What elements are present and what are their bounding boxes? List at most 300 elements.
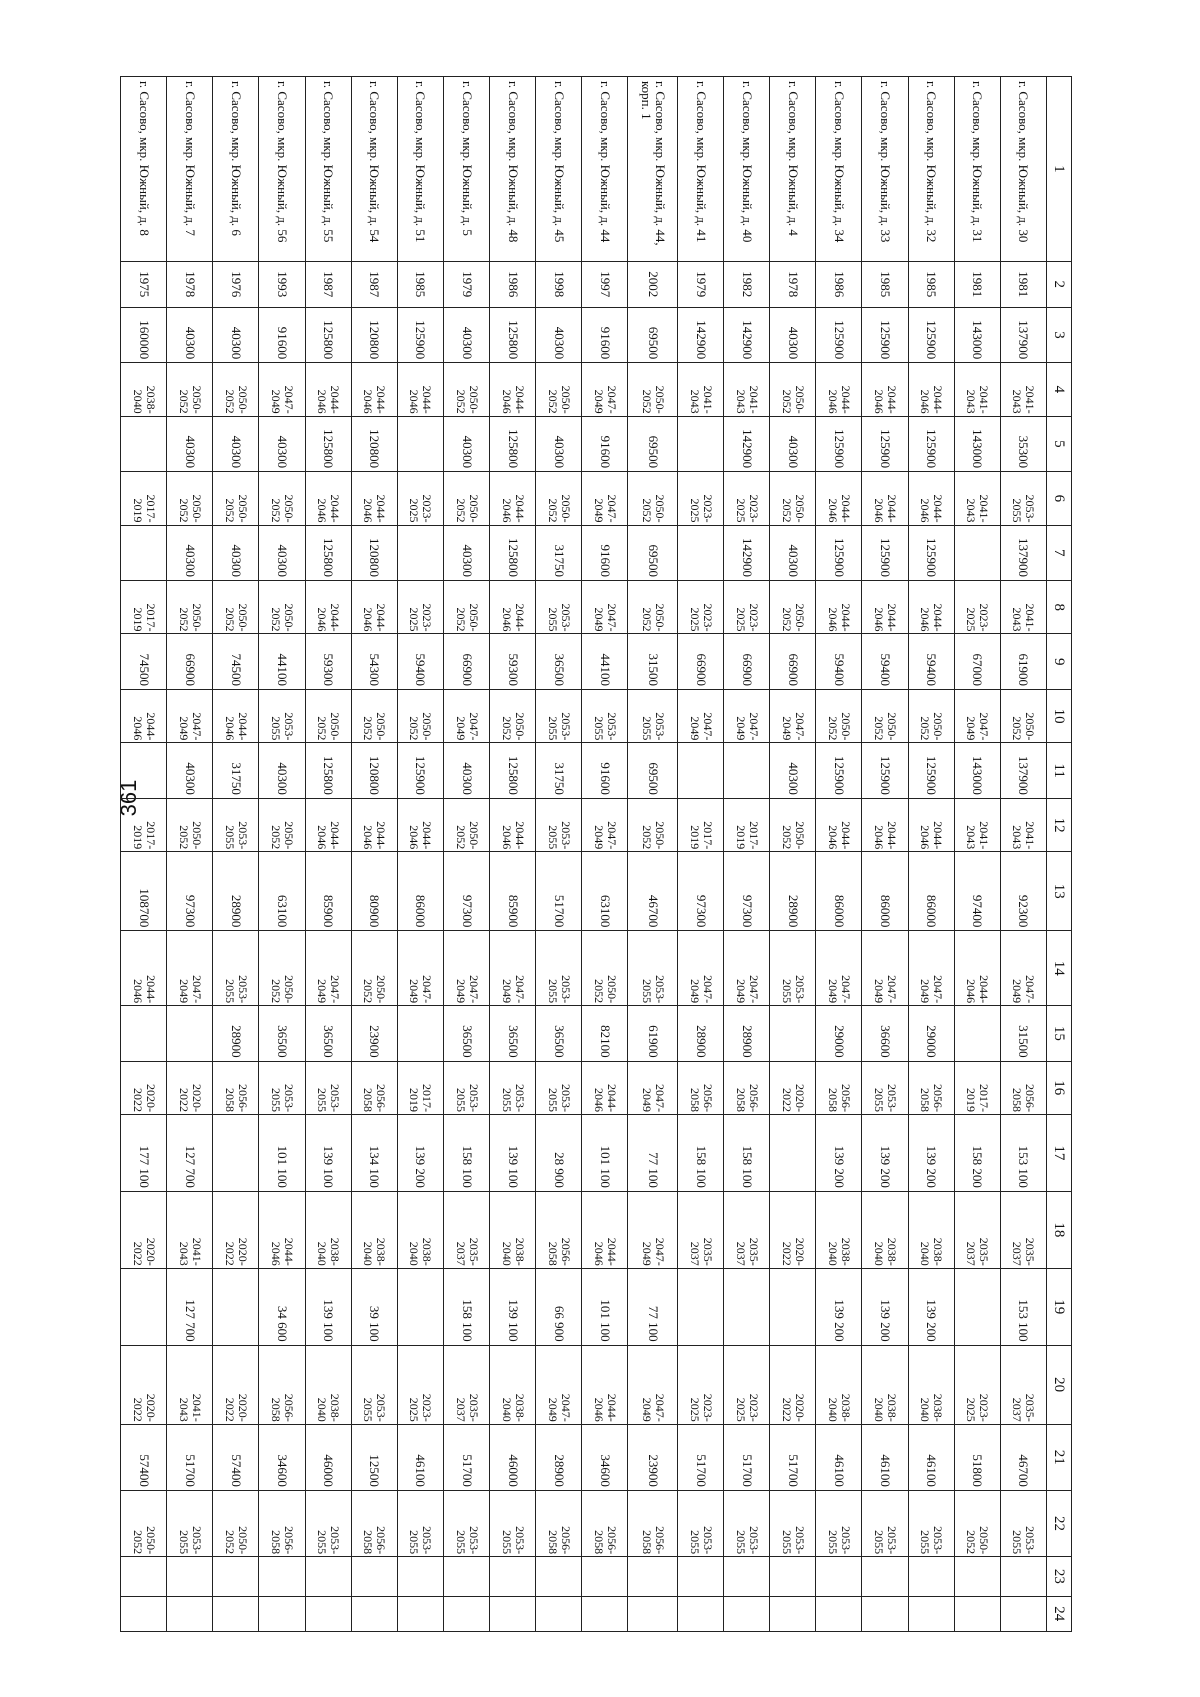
table-cell: 2044- 2046 — [121, 931, 167, 1006]
table-cell: 125800 — [490, 525, 536, 581]
table-cell — [678, 743, 724, 799]
table-row — [351, 77, 397, 1632]
table-cell: 34600 — [582, 1424, 628, 1490]
table-cell: 1978 — [770, 261, 816, 307]
table-cell: 139 200 — [908, 1114, 954, 1191]
table-cell: 125900 — [862, 743, 908, 799]
table-cell: 59300 — [490, 634, 536, 690]
table-cell: 2050- 2052 — [443, 472, 489, 525]
table-cell: 2050- 2052 — [770, 363, 816, 416]
table-cell — [816, 1557, 862, 1597]
address-cell: г. Сасово, мкр. Южный, д. 5 — [443, 77, 489, 262]
table-cell: 139 100 — [305, 1268, 351, 1345]
table-cell: 153 100 — [1000, 1114, 1046, 1191]
table-cell: 139 100 — [490, 1268, 536, 1345]
table-cell: 1987 — [305, 261, 351, 307]
table-cell: 2044- 2046 — [582, 1061, 628, 1114]
table-cell: 91600 — [582, 743, 628, 799]
table-cell — [213, 1114, 259, 1191]
table-cell: 66900 — [167, 634, 213, 690]
address-cell: г. Сасово, мкр. Южный, д. 33 — [862, 77, 908, 262]
table-cell: 2044- 2046 — [351, 798, 397, 851]
table-cell: 2050- 2052 — [167, 472, 213, 525]
table-cell: 28900 — [213, 1006, 259, 1062]
table-cell — [678, 1596, 724, 1631]
address-cell: г. Сасово, мкр. Южный, д. 48 — [490, 77, 536, 262]
table-cell: 74500 — [121, 634, 167, 690]
table-cell: 63100 — [259, 852, 305, 931]
table-cell: 125900 — [816, 525, 862, 581]
table-cell: 120800 — [351, 307, 397, 363]
table-cell: 2053- 2055 — [1000, 472, 1046, 525]
table-cell: 2053- 2055 — [536, 581, 582, 634]
table-cell: 46100 — [816, 1424, 862, 1490]
table-cell: 2050- 2052 — [954, 1490, 1000, 1556]
table-row — [678, 77, 724, 1632]
table-row — [816, 77, 862, 1632]
table-cell: 34600 — [259, 1424, 305, 1490]
table-header-cell: 7 — [1047, 525, 1072, 581]
table-cell: 2050- 2052 — [628, 581, 678, 634]
table-cell: 2047- 2049 — [1000, 931, 1046, 1006]
table-cell: 2053- 2055 — [724, 1490, 770, 1556]
address-cell: г. Сасово, мкр. Южный, д. 54 — [351, 77, 397, 262]
table-cell: 66900 — [678, 634, 724, 690]
table-cell: 142900 — [724, 525, 770, 581]
table-header-cell: 9 — [1047, 634, 1072, 690]
address-cell: г. Сасово, мкр. Южный, д. 6 — [213, 77, 259, 262]
table-header-cell: 22 — [1047, 1490, 1072, 1556]
table-cell: 2053- 2055 — [582, 689, 628, 742]
table-cell: 59400 — [397, 634, 443, 690]
table-cell: 86000 — [908, 852, 954, 931]
table-cell — [770, 1006, 816, 1062]
table-cell — [259, 1557, 305, 1597]
table-cell: 120800 — [351, 416, 397, 472]
table-cell: 39 100 — [351, 1268, 397, 1345]
table-cell: 1993 — [259, 261, 305, 307]
table-row — [954, 77, 1000, 1632]
table-cell — [490, 1596, 536, 1631]
table-cell: 46100 — [908, 1424, 954, 1490]
table-cell: 2041- 2043 — [1000, 581, 1046, 634]
table-cell: 153 100 — [1000, 1268, 1046, 1345]
table-cell: 28 900 — [536, 1114, 582, 1191]
table-cell: 1998 — [536, 261, 582, 307]
table-cell — [724, 743, 770, 799]
table-cell — [678, 1557, 724, 1597]
table-cell: 77 100 — [628, 1114, 678, 1191]
table-cell: 125800 — [305, 743, 351, 799]
table-cell: 142900 — [724, 416, 770, 472]
table-cell: 2044- 2046 — [862, 363, 908, 416]
table-cell: 2038- 2040 — [862, 1345, 908, 1424]
table-cell: 2041- 2043 — [724, 363, 770, 416]
table-cell — [954, 1557, 1000, 1597]
table-cell: 2047- 2049 — [305, 931, 351, 1006]
table-cell: 34 600 — [259, 1268, 305, 1345]
table-cell: 2044- 2046 — [582, 1191, 628, 1268]
table-cell: 2056- 2058 — [908, 1061, 954, 1114]
table-cell: 2047- 2049 — [816, 931, 862, 1006]
table-cell — [536, 1557, 582, 1597]
table-cell: 137900 — [1000, 307, 1046, 363]
table-header-cell: 11 — [1047, 743, 1072, 799]
table-cell — [678, 1268, 724, 1345]
table-cell — [490, 1557, 536, 1597]
table-cell: 80900 — [351, 852, 397, 931]
table-header-cell: 17 — [1047, 1114, 1072, 1191]
table-cell: 2020- 2022 — [770, 1061, 816, 1114]
table-cell: 2050- 2052 — [213, 1490, 259, 1556]
page-number: 361 — [116, 779, 141, 817]
table-cell: 2041- 2043 — [167, 1191, 213, 1268]
table-cell: 2047- 2049 — [724, 689, 770, 742]
table-cell: 2044- 2046 — [305, 472, 351, 525]
table-cell: 2044- 2046 — [908, 363, 954, 416]
table-cell: 2053- 2055 — [770, 1490, 816, 1556]
table-cell: 35300 — [1000, 416, 1046, 472]
table-cell: 23900 — [628, 1424, 678, 1490]
table-cell: 1976 — [213, 261, 259, 307]
table-cell: 2050- 2052 — [582, 931, 628, 1006]
table-cell: 2056- 2058 — [628, 1490, 678, 1556]
table-cell: 2053- 2055 — [213, 798, 259, 851]
table-cell: 2050- 2052 — [259, 581, 305, 634]
table-cell: 2056- 2058 — [259, 1490, 305, 1556]
table-cell: 158 100 — [443, 1114, 489, 1191]
table-cell: 69500 — [628, 307, 678, 363]
table-cell: 2041- 2043 — [1000, 798, 1046, 851]
table-cell: 51700 — [167, 1424, 213, 1490]
table-cell: 2047- 2049 — [536, 1345, 582, 1424]
table-cell: 40300 — [770, 525, 816, 581]
table-cell: 40300 — [167, 416, 213, 472]
table-cell: 74500 — [213, 634, 259, 690]
table-cell: 2023- 2025 — [724, 1345, 770, 1424]
table-cell — [121, 525, 167, 581]
table-cell: 40300 — [259, 743, 305, 799]
table-cell: 46100 — [397, 1424, 443, 1490]
table-cell: 2044- 2046 — [908, 472, 954, 525]
table-cell: 2038- 2040 — [816, 1345, 862, 1424]
table-cell: 28900 — [536, 1424, 582, 1490]
table-cell: 2050- 2052 — [770, 581, 816, 634]
table-cell: 2044- 2046 — [816, 581, 862, 634]
table-cell — [121, 416, 167, 472]
table-header-cell: 16 — [1047, 1061, 1072, 1114]
table-cell — [678, 525, 724, 581]
table-cell: 2044- 2046 — [490, 581, 536, 634]
table-cell: 2053- 2055 — [908, 1490, 954, 1556]
table-row — [121, 77, 167, 1632]
table-header-cell: 20 — [1047, 1345, 1072, 1424]
table-cell: 61900 — [628, 1006, 678, 1062]
table-header-cell: 14 — [1047, 931, 1072, 1006]
table-cell: 86000 — [816, 852, 862, 931]
table-cell — [628, 1557, 678, 1597]
table-header-cell: 4 — [1047, 363, 1072, 416]
table-cell: 1981 — [1000, 261, 1046, 307]
table-cell: 2047- 2049 — [582, 581, 628, 634]
table-header-cell: 6 — [1047, 472, 1072, 525]
table-cell — [582, 1596, 628, 1631]
table-cell: 2053- 2055 — [536, 798, 582, 851]
table-cell: 2053- 2055 — [628, 689, 678, 742]
table-cell: 2053- 2055 — [443, 1061, 489, 1114]
table-cell: 2017- 2019 — [678, 798, 724, 851]
table-cell: 2047- 2049 — [954, 689, 1000, 742]
table-cell: 2053- 2055 — [770, 931, 816, 1006]
table-row — [724, 77, 770, 1632]
table-cell: 66900 — [443, 634, 489, 690]
table-cell: 120800 — [351, 525, 397, 581]
table-cell: 40300 — [213, 525, 259, 581]
table-cell: 2044- 2046 — [397, 363, 443, 416]
table-cell: 2050- 2052 — [259, 472, 305, 525]
table-cell — [908, 1557, 954, 1597]
table-cell — [770, 1596, 816, 1631]
table-cell: 2053- 2055 — [490, 1061, 536, 1114]
table-cell: 2050- 2052 — [628, 363, 678, 416]
table-cell — [770, 1114, 816, 1191]
table-cell: 2017- 2019 — [397, 1061, 443, 1114]
table-cell — [121, 1268, 167, 1345]
table-cell: 2050- 2052 — [259, 931, 305, 1006]
table-cell: 2044- 2046 — [954, 931, 1000, 1006]
table-cell: 139 200 — [862, 1114, 908, 1191]
table-cell: 2044- 2046 — [908, 581, 954, 634]
table-header-cell: 19 — [1047, 1268, 1072, 1345]
table-cell: 2047- 2049 — [724, 931, 770, 1006]
table-cell: 2017- 2019 — [954, 1061, 1000, 1114]
table-cell — [862, 1557, 908, 1597]
table-cell — [305, 1557, 351, 1597]
table-cell: 2047- 2049 — [582, 472, 628, 525]
table-cell: 28900 — [724, 1006, 770, 1062]
table-cell: 2044- 2046 — [397, 798, 443, 851]
table-cell: 2035- 2037 — [1000, 1191, 1046, 1268]
table-cell: 125900 — [816, 743, 862, 799]
table-cell: 59400 — [908, 634, 954, 690]
table-row — [862, 77, 908, 1632]
table-cell: 143000 — [954, 416, 1000, 472]
table-cell: 2050- 2052 — [490, 689, 536, 742]
table-cell: 1986 — [816, 261, 862, 307]
table-cell — [397, 1557, 443, 1597]
table-cell: 2047- 2049 — [770, 689, 816, 742]
table-cell: 101 100 — [259, 1114, 305, 1191]
table-header-cell: 3 — [1047, 307, 1072, 363]
table-cell — [724, 1268, 770, 1345]
address-cell: г. Сасово, мкр. Южный, д. 55 — [305, 77, 351, 262]
data-table — [120, 76, 1072, 1632]
table-cell: 139 200 — [816, 1268, 862, 1345]
table-cell: 1982 — [724, 261, 770, 307]
table-cell: 2020- 2022 — [121, 1345, 167, 1424]
table-cell: 1987 — [351, 261, 397, 307]
table-cell: 108700 — [121, 852, 167, 931]
table-cell: 2056- 2058 — [213, 1061, 259, 1114]
table-cell: 127 700 — [167, 1268, 213, 1345]
table-cell: 2053- 2055 — [490, 1490, 536, 1556]
table-cell: 2017- 2019 — [121, 472, 167, 525]
table-header-cell: 2 — [1047, 261, 1072, 307]
table-cell: 1979 — [678, 261, 724, 307]
table-cell: 86000 — [862, 852, 908, 931]
table-header-cell: 23 — [1047, 1557, 1072, 1597]
table-cell: 2053- 2055 — [397, 1490, 443, 1556]
table-cell: 120800 — [351, 743, 397, 799]
table-cell: 158 100 — [724, 1114, 770, 1191]
table-cell: 2056- 2058 — [678, 1061, 724, 1114]
table-cell: 2053- 2055 — [167, 1490, 213, 1556]
table-cell: 2050- 2052 — [397, 689, 443, 742]
table-cell: 2056- 2058 — [536, 1490, 582, 1556]
table-cell: 97300 — [167, 852, 213, 931]
table-cell: 125800 — [305, 525, 351, 581]
table-cell: 91600 — [582, 525, 628, 581]
table-cell: 29000 — [816, 1006, 862, 1062]
table-cell: 2056- 2058 — [816, 1061, 862, 1114]
table-cell: 2056- 2058 — [351, 1061, 397, 1114]
table-cell: 69500 — [628, 743, 678, 799]
table-cell: 40300 — [213, 307, 259, 363]
table-cell: 31500 — [628, 634, 678, 690]
table-cell: 2050- 2052 — [536, 472, 582, 525]
table-cell: 2023- 2025 — [678, 1345, 724, 1424]
table-cell: 2023- 2025 — [724, 472, 770, 525]
address-cell: г. Сасово, мкр. Южный, д. 44, корп. 1 — [628, 77, 678, 262]
table-cell: 2041- 2043 — [167, 1345, 213, 1424]
table-cell: 2017- 2019 — [724, 798, 770, 851]
table-cell: 2002 — [628, 261, 678, 307]
table-cell: 67000 — [954, 634, 1000, 690]
table-cell: 2050- 2052 — [816, 689, 862, 742]
table-row — [582, 77, 628, 1632]
table-cell: 2020- 2022 — [121, 1191, 167, 1268]
table-cell — [770, 1268, 816, 1345]
table-cell: 2044- 2046 — [816, 363, 862, 416]
table-cell: 63100 — [582, 852, 628, 931]
table-cell: 2017- 2019 — [121, 798, 167, 851]
table-cell: 2044- 2046 — [582, 1345, 628, 1424]
table-cell: 2047- 2049 — [862, 931, 908, 1006]
table-row — [536, 77, 582, 1632]
table-cell: 28900 — [770, 852, 816, 931]
table-cell — [724, 1557, 770, 1597]
table-cell: 86000 — [397, 852, 443, 931]
table-cell: 77 100 — [628, 1268, 678, 1345]
table-header-cell: 18 — [1047, 1191, 1072, 1268]
table-cell — [213, 1268, 259, 1345]
table-cell: 2053- 2055 — [536, 689, 582, 742]
table-cell: 2056- 2058 — [536, 1191, 582, 1268]
table-cell: 40300 — [770, 307, 816, 363]
table-cell: 12500 — [351, 1424, 397, 1490]
table-cell: 2023- 2025 — [954, 581, 1000, 634]
table-cell: 2044- 2046 — [862, 472, 908, 525]
table-cell: 125800 — [305, 416, 351, 472]
table-cell: 2047- 2049 — [582, 798, 628, 851]
table-cell: 2050- 2052 — [628, 798, 678, 851]
table-row — [1000, 77, 1046, 1632]
table-cell: 2053- 2055 — [628, 931, 678, 1006]
table-cell: 2047- 2049 — [443, 931, 489, 1006]
table-cell: 31500 — [1000, 1006, 1046, 1062]
table-cell: 2044- 2046 — [121, 689, 167, 742]
table-cell: 125900 — [908, 307, 954, 363]
table-header-cell: 10 — [1047, 689, 1072, 742]
table-cell: 2038- 2040 — [862, 1191, 908, 1268]
table-cell: 2050- 2052 — [121, 1490, 167, 1556]
table-cell — [213, 1557, 259, 1597]
table-cell: 2023- 2025 — [724, 581, 770, 634]
table-cell: 40300 — [443, 307, 489, 363]
table-cell: 31750 — [536, 743, 582, 799]
table-cell: 101 100 — [582, 1268, 628, 1345]
table-cell: 125800 — [490, 743, 536, 799]
address-cell: г. Сасово, мкр. Южный, д. 4 — [770, 77, 816, 262]
table-cell: 2023- 2025 — [397, 581, 443, 634]
table-cell: 2038- 2040 — [305, 1345, 351, 1424]
address-cell: г. Сасово, мкр. Южный, д. 34 — [816, 77, 862, 262]
table-cell: 2053- 2055 — [259, 689, 305, 742]
table-cell: 92300 — [1000, 852, 1046, 931]
table-cell: 36500 — [490, 1006, 536, 1062]
table-cell: 2053- 2055 — [305, 1061, 351, 1114]
table-cell: 125900 — [397, 743, 443, 799]
table-cell: 40300 — [536, 416, 582, 472]
table-cell: 66 900 — [536, 1268, 582, 1345]
table-cell: 51700 — [770, 1424, 816, 1490]
table-cell: 2056- 2058 — [1000, 1061, 1046, 1114]
table-cell: 2047- 2049 — [582, 363, 628, 416]
table-cell — [862, 1596, 908, 1631]
table-header-cell: 24 — [1047, 1596, 1072, 1631]
table-cell: 2047- 2049 — [628, 1061, 678, 1114]
table-cell: 160000 — [121, 307, 167, 363]
table-cell: 2047- 2049 — [397, 931, 443, 1006]
table-cell: 2047- 2049 — [628, 1191, 678, 1268]
table-cell: 40300 — [259, 525, 305, 581]
table-cell: 2038- 2040 — [908, 1191, 954, 1268]
table-cell: 2050- 2052 — [351, 931, 397, 1006]
table-cell: 2053- 2055 — [536, 931, 582, 1006]
table-row — [628, 77, 678, 1632]
table-cell: 59400 — [816, 634, 862, 690]
table-cell: 2044- 2046 — [351, 363, 397, 416]
table-cell — [678, 416, 724, 472]
table-cell: 2047- 2049 — [628, 1345, 678, 1424]
table-cell: 125900 — [397, 307, 443, 363]
table-cell: 2050- 2052 — [443, 581, 489, 634]
address-cell: г. Сасово, мкр. Южный, д. 44 — [582, 77, 628, 262]
table-cell: 23900 — [351, 1006, 397, 1062]
table-cell: 2053- 2055 — [862, 1490, 908, 1556]
address-cell: г. Сасово, мкр. Южный, д. 56 — [259, 77, 305, 262]
table-cell: 40300 — [167, 307, 213, 363]
table-cell: 57400 — [121, 1424, 167, 1490]
table-cell: 36500 — [305, 1006, 351, 1062]
table-cell: 2020- 2022 — [213, 1191, 259, 1268]
table-cell: 51700 — [443, 1424, 489, 1490]
table-header-cell: 8 — [1047, 581, 1072, 634]
table-cell: 2053- 2055 — [862, 1061, 908, 1114]
address-cell: г. Сасово, мкр. Южный, д. 32 — [908, 77, 954, 262]
table-row — [213, 77, 259, 1632]
table-cell: 2053- 2055 — [816, 1490, 862, 1556]
